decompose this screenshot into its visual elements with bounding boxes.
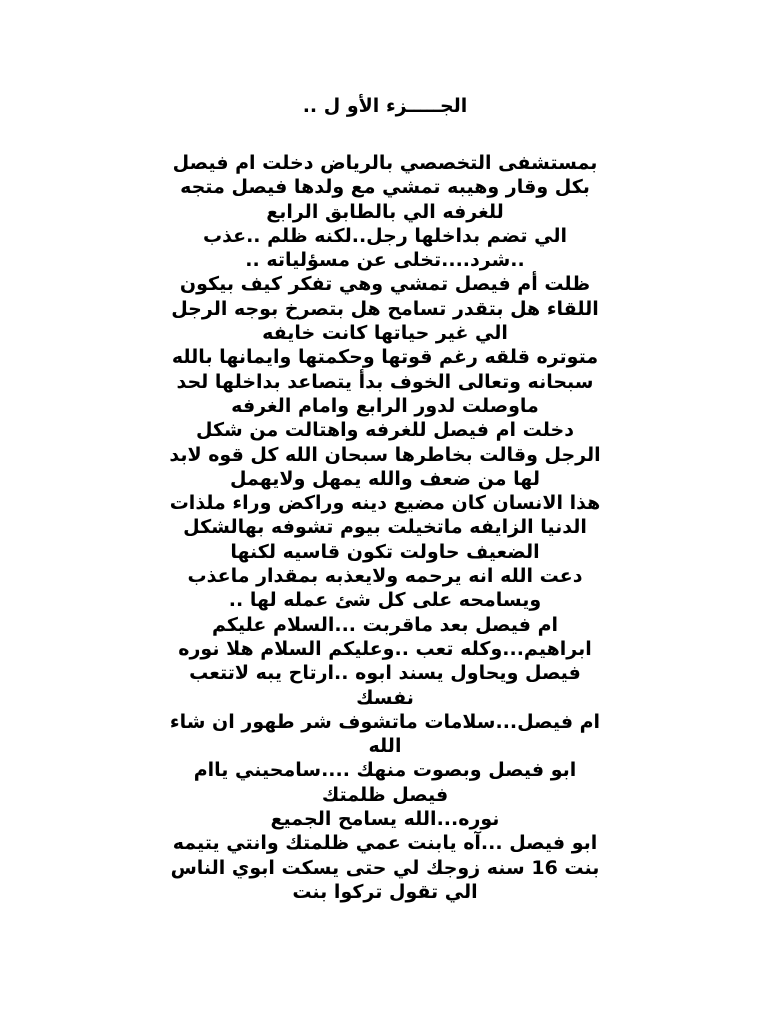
text-line: متوتره قلقه رغم قوتها وحكمتها وايمانها بالله xyxy=(171,346,599,369)
text-line: الي غير حياتها كانت خايفه xyxy=(262,322,508,345)
text-line: اللقاء هل بتقدر تسامح هل بتصرخ بوجه الرجل xyxy=(171,297,599,320)
document-page xyxy=(110,88,660,904)
text-line: ويسامحه على كل شئ عمله لها .. xyxy=(228,589,542,612)
text-line: نوره...الله يسامح الجميع xyxy=(270,808,500,831)
text-line: هذا الانسان كان مضيع دينه وراكض وراء ملذات xyxy=(169,492,601,515)
text-line: الي تضم بداخلها رجل..لكنه ظلم ..عذب xyxy=(203,224,567,247)
text-line: ام فيصل...سلامات ماتشوف شر طهور ان شاء xyxy=(169,710,601,733)
text-line: سبحانه وتعالى الخوف بدأ يتصاعد بداخلها لحد xyxy=(176,370,594,393)
text-line: ابراهيم...وكله تعب ..وعليكم السلام هلا نوره xyxy=(178,637,592,660)
text-line: ..شرد....تخلى عن مسؤلياته .. xyxy=(245,249,525,272)
text-line: الرجل وقالت بخاطرها سبحان الله كل قوه لابد xyxy=(169,443,601,466)
story-body xyxy=(110,151,660,904)
text-line: للغرفه الي بالطابق الرابع xyxy=(266,200,504,223)
text-line: ظلت أم فيصل تمشي وهي تفكر كيف بيكون xyxy=(179,273,591,296)
text-line: فيصل ظلمتك xyxy=(321,783,449,806)
text-line: الدنيا الزايفه ماتخيلت بيوم تشوفه بهالشكل xyxy=(183,516,587,539)
text-line: بنت 16 سنه زوجك لي حتى يسكت ابوي الناس xyxy=(170,856,600,879)
text-line: دعت الله انه يرحمه ولايعذبه بمقدار ماعذب xyxy=(187,565,583,588)
text-line: ابو فيصل ...آه يابنت عمي ظلمتك وانتي يتيمه xyxy=(172,832,598,855)
text-line: فيصل ويحاول يسند ابوه ..ارتاح يبه لاتتعب xyxy=(189,662,581,685)
text-line: الله xyxy=(368,735,402,758)
text-line: نفسك xyxy=(356,686,414,709)
text-line: بكل وقار وهيبه تمشي مع ولدها فيصل متجه xyxy=(180,176,590,199)
text-line: ابو فيصل وبصوت منهك ....سامحيني ياام xyxy=(193,759,577,782)
text-line: الي تقول تركوا بنت xyxy=(292,880,478,903)
chapter-title: الجـــــزء الأو ل .. xyxy=(302,95,468,117)
text-line: دخلت ام فيصل للغرفه واهتالت من شكل xyxy=(196,419,574,442)
text-line: لها من ضعف والله يمهل ولايهمل xyxy=(230,467,540,490)
text-line: ماوصلت لدور الرابع وامام الغرفه xyxy=(231,394,539,417)
text-line: ام فيصل بعد ماقربت ...السلام عليكم xyxy=(211,613,559,636)
text-line: بمستشفى التخصصي بالرياض دخلت ام فيصل xyxy=(172,152,598,174)
text-line: الضعيف حاولت تكون قاسيه لكنها xyxy=(230,540,540,563)
